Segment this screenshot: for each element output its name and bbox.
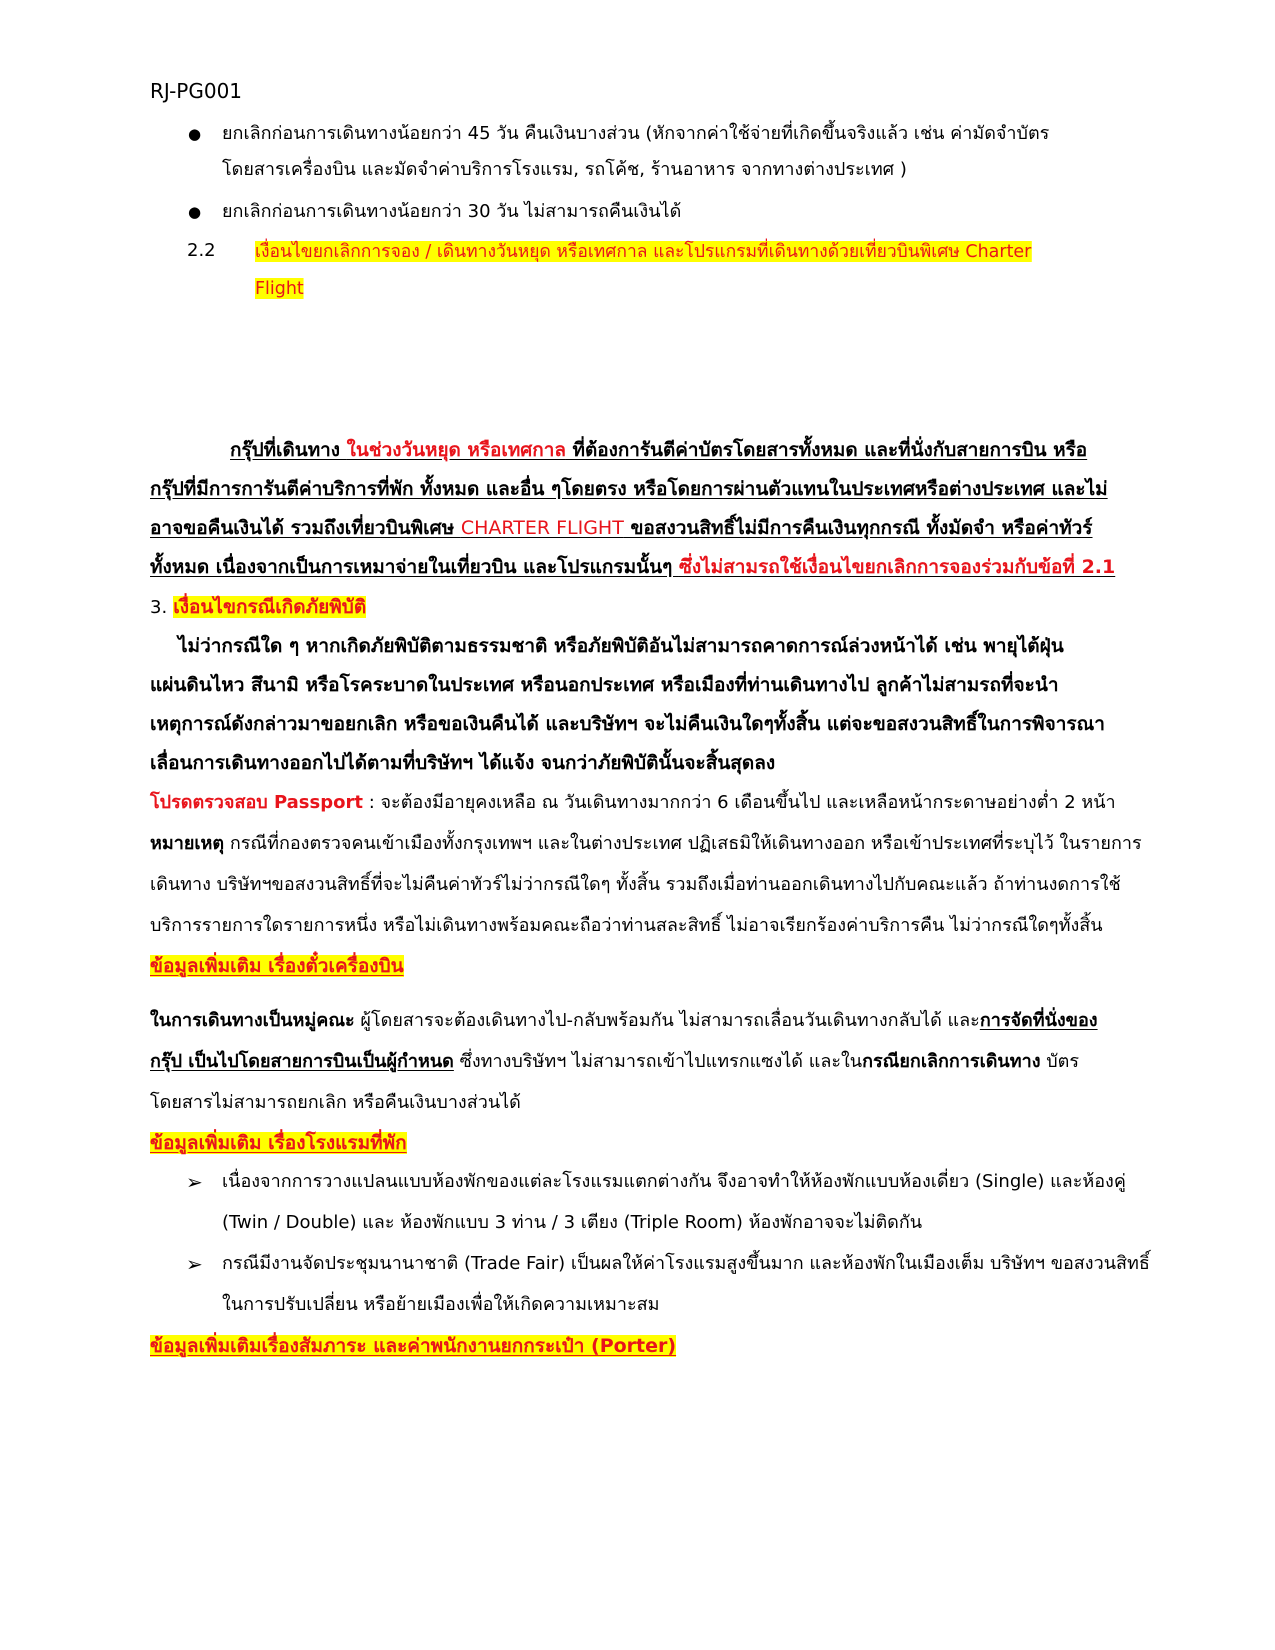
flight-info-line-1 <box>150 1008 1170 1034</box>
group-para-line-2: กรุ๊ปที่มีการการันตีค่าบริการที่พัก ทั้งหมด และอื่น ๆโดยตรง หรือโดยการผ่านตัวแทนในประเทศหรือต่างประเทศ และไม่ <box>150 478 1108 500</box>
cancel-45-line-2: โดยสารเครื่องบิน และมัดจำค่าบริการโรงแรม, รถโค้ช, ร้านอาหาร จากทางต่างประเทศ ) <box>222 159 907 180</box>
section-2-2-number: 2.2 <box>187 240 216 261</box>
flight-info-bold: กรณียกเลิกการเดินทาง <box>862 1051 1041 1072</box>
group-para-text: ขอสงวนสิทธิ์ไม่มีการคืนเงินทุกกรณี ทั้งมัดจำ หรือค่าทัวร์ <box>623 517 1093 539</box>
section-2-2-heading <box>255 238 1245 265</box>
section-2-2-heading-cont <box>255 275 1245 302</box>
arrow-bullet-icon: ➢ <box>186 1252 203 1276</box>
section-3-heading-row <box>150 594 1170 621</box>
flight-info-heading-row <box>150 953 1170 979</box>
remark-line-2: เดินทาง บริษัทฯขอสงวนสิทธิ์ที่จะไม่คืนค่าทัวร์ไม่ว่ากรณีใดๆ ทั้งสิ้น รวมถึงเมื่อท่านออกเดินทางไปกับคณะแล้ว ถ้าท่านงดการใช้ <box>150 874 1121 895</box>
group-para-text: ทั้งหมด เนื่องจากเป็นการเหมาจ่ายในเที่ยวบิน และโปรแกรมนั้นๆ <box>150 556 679 578</box>
flight-info-text: บัตร <box>1040 1051 1079 1072</box>
passport-line <box>150 790 1170 816</box>
hotel-info-heading: ข้อมูลเพิ่มเติม เรื่องโรงแรมที่พัก <box>150 1132 407 1154</box>
bullet-icon: ● <box>188 203 202 221</box>
baggage-heading-row <box>150 1333 1170 1359</box>
remark-line-3: บริการรายการใดรายการหนึ่ง หรือไม่เดินทางพร้อมคณะถือว่าท่านสละสิทธิ์ ไม่อาจเรียกร้องค่าบริการคืน ไม่ว่ากรณีใดๆทั้งสิ้น <box>150 915 1103 936</box>
document-id: RJ-PG001 <box>150 79 243 103</box>
flight-info-bold: กรุ๊ป เป็นไปโดยสายการบินเป็นผู้กำหนด <box>150 1051 454 1072</box>
group-para-red-text: ซึ่งไม่สามรถใช้เงื่อนไขยกเลิกการจองร่วมกับข้อที่ 2.1 <box>678 556 1116 578</box>
cancel-45-line-1: ยกเลิกก่อนการเดินทางน้อยกว่า 45 วัน คืนเงินบางส่วน (หักจากค่าใช้จ่ายที่เกิดขึ้นจริงแล้ว เช่น ค่ามัดจำบัตร <box>222 123 1050 144</box>
charter-flight-text: CHARTER FLIGHT <box>460 517 624 539</box>
flight-info-text: ผู้โดยสารจะต้องเดินทางไป-กลับพร้อมกัน ไม่สามารถเลื่อนวันเดินทางกลับได้ และ <box>354 1010 980 1031</box>
section-3-heading: เงื่อนไขกรณีเกิดภัยพิบัติ <box>173 596 367 618</box>
remark-line-1 <box>150 831 1170 857</box>
group-para-text: กรุ๊ปที่เดินทาง <box>230 439 347 461</box>
section-3-line-3: เหตุการณ์ดังกล่าวมาขอยกเลิก หรือขอเงินคืนได้ และบริษัทฯ จะไม่คืนเงินใดๆทั้งสิ้น แต่จะขอสงวนสิทธิ์ในการพิจารณา <box>150 713 1105 735</box>
bullet-icon: ● <box>188 125 202 143</box>
section-3-line-1: ไม่ว่ากรณีใด ๆ หากเกิดภัยพิบัติตามธรรมชาติ หรือภัยพิบัติอันไม่สามารถคาดการณ์ล่วงหน้าได้ เช่น พายุไต้ฝุ่น <box>178 635 1064 657</box>
remark-text: กรณีที่กองตรวจคนเข้าเมืองทั้งกรุงเทพฯ และในต่างประเทศ ปฏิเสธมิให้เดินทางออก หรือเข้าประเทศที่ระบุไว้ ในรายการ <box>224 833 1142 854</box>
flight-info-line-2 <box>150 1049 1170 1075</box>
flight-info-line-3: โดยสารไม่สามารถยกเลิก หรือคืนเงินบางส่วนได้ <box>150 1092 521 1113</box>
remark-label: หมายเหตุ <box>150 833 225 854</box>
section-3-line-4: เลื่อนการเดินทางออกไปได้ตามที่บริษัทฯ ได้แจ้ง จนกว่าภัยพิบัตินั้นจะสิ้นสุดลง <box>150 752 776 774</box>
group-para-line-1 <box>230 437 1245 463</box>
arrow-bullet-icon: ➢ <box>186 1170 203 1194</box>
passport-text: : จะต้องมีอายุคงเหลือ ณ วันเดินทางมากกว่า 6 เดือนขึ้นไป และเหลือหน้ากระดาษอย่างต่ำ 2 หน้า <box>362 792 1116 813</box>
flight-info-text: ซึ่งทางบริษัทฯ ไม่สามารถเข้าไปแทรกแซงได้ และใน <box>453 1051 863 1072</box>
hotel-info-heading-row <box>150 1130 1170 1156</box>
section-3-line-2: แผ่นดินไหว สึนามิ หรือโรคระบาดในประเทศ หรือนอกประเทศ หรือเมืองที่ท่านเดินทางไป ลูกค้าไม่สามรถที่จะนำ <box>150 674 1059 696</box>
cancel-30-line: ยกเลิกก่อนการเดินทางน้อยกว่า 30 วัน ไม่สามารถคืนเงินได้ <box>222 201 682 222</box>
section-2-2-heading-line-2: Flight <box>255 278 304 299</box>
group-para-text: ที่ต้องการันตีค่าบัตรโดยสารทั้งหมด และที่นั่งกับสายการบิน หรือ <box>565 439 1088 461</box>
baggage-heading: ข้อมูลเพิ่มเติมเรื่องสัมภาระ และค่าพนักงานยกกระเป๋า (Porter) <box>150 1335 677 1357</box>
section-3-number: 3. <box>150 597 168 618</box>
group-para-line-4 <box>150 554 1170 580</box>
hotel-item-1-line-1: เนื่องจากการวางแปลนแบบห้องพักของแต่ละโรงแรมแตกต่างกัน จึงอาจทำให้ห้องพักแบบห้องเดี่ยว (Single) และห้องคู่ <box>222 1171 1126 1192</box>
hotel-item-2-line-1: กรณีมีงานจัดประชุมนานาชาติ (Trade Fair) เป็นผลให้ค่าโรงแรมสูงขึ้นมาก และห้องพักในเมืองเต็ม บริษัทฯ ขอสงวนสิทธิ์ <box>222 1253 1150 1274</box>
flight-info-bold: ในการเดินทางเป็นหมู่คณะ <box>150 1010 355 1031</box>
section-2-2-heading-line-1: เงื่อนไขยกเลิกการจอง / เดินทางวันหยุด หรือเทศกาล และโปรแกรมที่เดินทางด้วยเที่ยวบินพิเศษ Charter <box>255 241 1032 262</box>
passport-label: โปรดตรวจสอบ Passport <box>150 792 363 813</box>
hotel-item-1-line-2: (Twin / Double) และ ห้องพักแบบ 3 ท่าน / 3 เตียง (Triple Room) ห้องพักอาจจะไม่ติดกัน <box>222 1212 923 1233</box>
group-para-text: อาจขอคืนเงินได้ รวมถึงเที่ยวบินพิเศษ <box>150 517 461 539</box>
flight-info-heading: ข้อมูลเพิ่มเติม เรื่องตั๋วเครื่องบิน <box>150 955 404 977</box>
group-para-line-3 <box>150 515 1170 541</box>
hotel-item-2-line-2: ในการปรับเปลี่ยน หรือย้ายเมืองเพื่อให้เกิดความเหมาะสม <box>222 1294 660 1315</box>
flight-info-bold: การจัดที่นั่งของ <box>979 1010 1098 1031</box>
group-para-holiday-text: ในช่วงวันหยุด หรือเทศกาล <box>346 439 566 461</box>
